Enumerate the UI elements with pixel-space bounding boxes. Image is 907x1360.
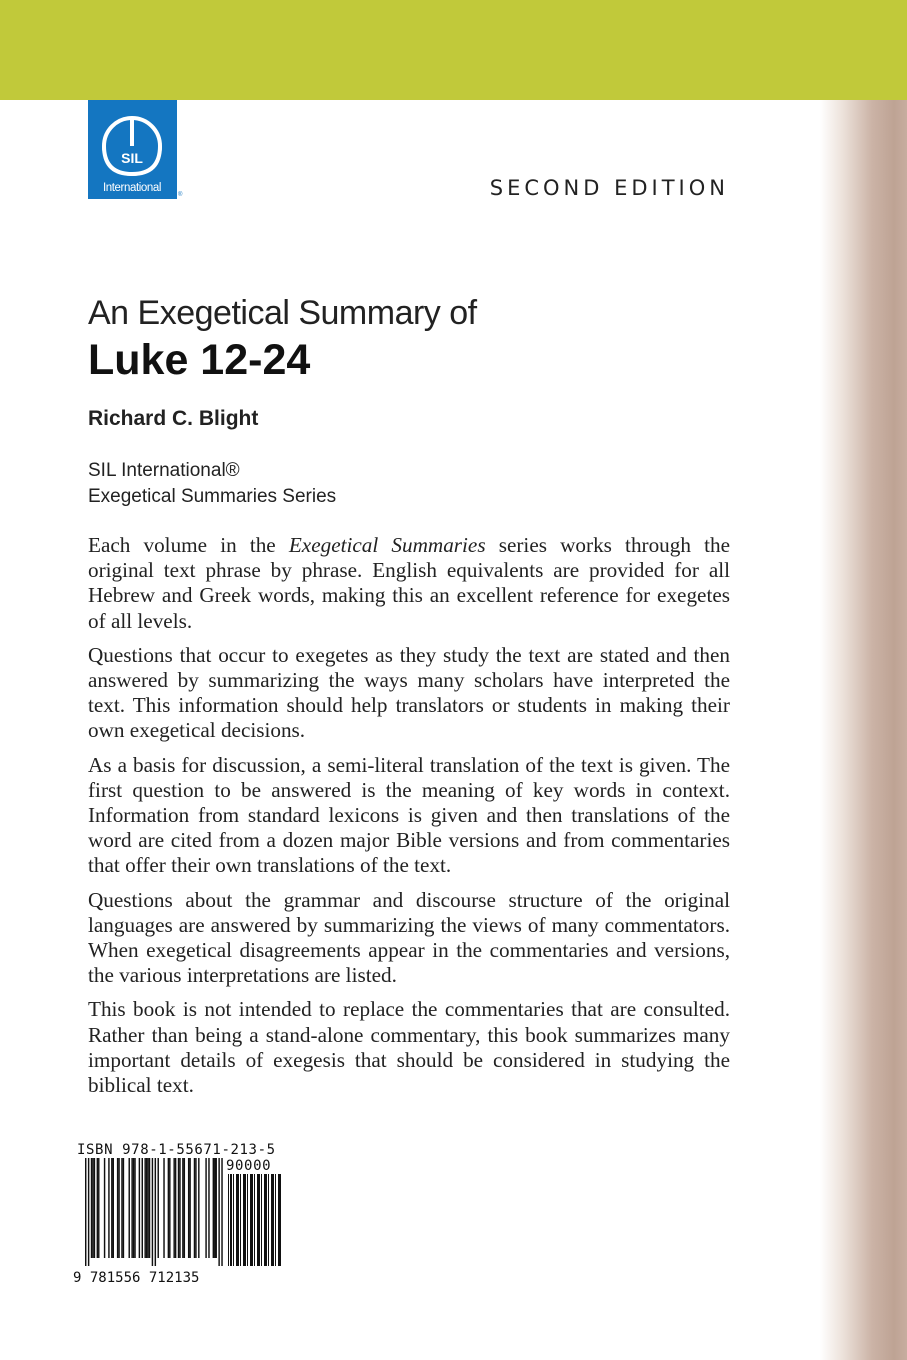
barcode-bar xyxy=(173,1158,174,1258)
barcode-bar xyxy=(198,1158,199,1258)
blurb-text xyxy=(88,533,730,1107)
barcode-bar xyxy=(118,1158,119,1258)
barcode-bar xyxy=(139,1158,140,1258)
price-addon-bar xyxy=(228,1174,229,1266)
price-addon-bar xyxy=(273,1174,274,1266)
book-title: Luke 12-24 xyxy=(88,336,311,384)
barcode-bar xyxy=(175,1158,176,1258)
blurb-paragraph-3: As a basis for discussion, a semi-literal translation of the text is given. The first question to be answered is the meaning of key words in context. Information from standard lexicons is given and then translations of the word are cited from a dozen major Bible versions and from commentaries that offer their own translations of the text. xyxy=(88,752,730,878)
barcode-bar xyxy=(152,1158,153,1266)
price-addon-bar xyxy=(279,1174,280,1266)
barcode-bar xyxy=(117,1158,118,1258)
logo-text-bottom: International xyxy=(102,182,162,194)
price-addon-bar xyxy=(240,1174,241,1266)
barcode-bar xyxy=(123,1158,124,1258)
price-addon-bar xyxy=(258,1174,259,1266)
author-name: Richard C. Blight xyxy=(88,407,259,430)
barcode-bar xyxy=(133,1158,134,1258)
spine-edge xyxy=(820,100,907,1360)
barcode-bar xyxy=(129,1158,130,1258)
barcode-bar xyxy=(163,1158,164,1258)
blurb-paragraph-5: This book is not intended to replace the commentaries that are consulted. Rather than being a stand-alone commentary, this book summarizes many important details of exegesis that should be considered in studying the biblical text. xyxy=(88,997,730,1098)
barcode-bar xyxy=(188,1158,189,1258)
price-addon-bar xyxy=(268,1174,269,1266)
barcode-bar xyxy=(189,1158,190,1258)
publisher-name: SIL International® xyxy=(88,460,240,481)
isbn-barcode xyxy=(73,1158,285,1270)
barcode-bar xyxy=(158,1158,159,1258)
price-addon-bar xyxy=(244,1174,245,1266)
price-addon-bar xyxy=(257,1174,258,1266)
barcode-bar xyxy=(195,1158,196,1258)
blurb-p1-series: Exegetical Summaries xyxy=(288,533,486,557)
price-addon-bar xyxy=(278,1174,279,1266)
sil-logo xyxy=(88,100,177,199)
barcode-bar xyxy=(134,1158,135,1258)
barcode-bar xyxy=(147,1158,148,1258)
series-name: Exegetical Summaries Series xyxy=(88,486,337,507)
title-prefix: An Exegetical Summary of xyxy=(88,294,477,332)
barcode-bar xyxy=(97,1158,98,1258)
barcode-bar xyxy=(104,1158,105,1258)
barcode-bar xyxy=(214,1158,215,1258)
price-addon-bar xyxy=(250,1174,251,1266)
barcode-bar xyxy=(121,1158,122,1258)
blurb-p1-start: Each volume in the xyxy=(88,533,289,557)
logo-text-top: SIL xyxy=(121,150,143,166)
isbn-label: ISBN 978-1-55671-213-5 xyxy=(77,1142,276,1158)
barcode-bar xyxy=(144,1158,145,1258)
price-addon-bar xyxy=(236,1174,237,1266)
price-addon-bar xyxy=(237,1174,238,1266)
barcode-bar xyxy=(194,1158,195,1258)
top-color-band xyxy=(0,0,907,100)
price-addon-bar xyxy=(265,1174,266,1266)
barcode-bar xyxy=(91,1158,92,1258)
barcode-bar xyxy=(113,1158,114,1258)
blurb-paragraph-1 xyxy=(88,533,730,634)
barcode-bar xyxy=(208,1158,209,1258)
barcode-bar xyxy=(111,1158,112,1258)
barcode-bar xyxy=(218,1158,219,1266)
barcode-bar xyxy=(169,1158,170,1258)
price-addon-bar xyxy=(275,1174,276,1266)
price-addon-bar xyxy=(259,1174,260,1266)
price-addon-bar xyxy=(264,1174,265,1266)
price-addon-bar xyxy=(238,1174,239,1266)
price-addon-bar xyxy=(247,1174,248,1266)
barcode-bar xyxy=(216,1158,217,1258)
logo-registered-mark: ® xyxy=(178,192,183,198)
barcode-bar xyxy=(221,1158,222,1266)
barcode-bar xyxy=(131,1158,132,1258)
barcode-bar xyxy=(108,1158,109,1258)
price-addon-bar xyxy=(261,1174,262,1266)
barcode-bar xyxy=(98,1158,99,1258)
ean-digits: 9 781556 712135 xyxy=(73,1270,200,1286)
price-addon-bar xyxy=(252,1174,253,1266)
barcode-bar xyxy=(142,1158,143,1258)
barcode-bar xyxy=(184,1158,185,1258)
barcode-bar xyxy=(92,1158,93,1258)
price-addon-bar xyxy=(280,1174,281,1266)
blurb-paragraph-4: Questions about the grammar and discourse structure of the original languages are answered by summarizing the views of many commentators. When exegetical disagreements appear in the commentaries and versions, the various interpretations are listed. xyxy=(88,887,730,988)
price-addon-bar xyxy=(231,1174,232,1266)
price-addon-bar xyxy=(266,1174,267,1266)
barcode-bar xyxy=(179,1158,180,1258)
price-addon-bar xyxy=(271,1174,272,1266)
barcode-bar xyxy=(149,1158,150,1258)
barcode-bar xyxy=(182,1158,183,1258)
price-addon-bar xyxy=(245,1174,246,1266)
blurb-paragraph-2: Questions that occur to exegetes as they study the text are stated and then answered by summarizing the ways many scholars have interpreted the text. This information should help translators or students in making their own exegetical decisions. xyxy=(88,642,730,743)
barcode-bar xyxy=(168,1158,169,1258)
edition-label: SECOND EDITION xyxy=(489,176,729,200)
price-addon-bar xyxy=(233,1174,234,1266)
sil-international-logo-icon xyxy=(88,100,177,199)
price-addon-bar xyxy=(230,1174,231,1266)
price-addon-bar xyxy=(243,1174,244,1266)
barcode-bar xyxy=(94,1158,95,1258)
barcode-bar xyxy=(88,1158,89,1266)
barcode-bar xyxy=(146,1158,147,1258)
price-addon-bar xyxy=(251,1174,252,1266)
price-code: 90000 xyxy=(226,1158,272,1174)
publisher-block xyxy=(88,458,336,510)
barcode-bar xyxy=(213,1158,214,1258)
barcode-bar xyxy=(205,1158,206,1258)
barcode-bar xyxy=(178,1158,179,1258)
barcode-bar xyxy=(85,1158,86,1266)
blurb-p1-end: series works through the original text phrase by phrase. English equivalents are provided for all Hebrew and Greek words, making this an excellent reference for exegetes of all levels. xyxy=(88,533,730,633)
price-addon-bar xyxy=(254,1174,255,1266)
price-addon-bar xyxy=(272,1174,273,1266)
barcode-bar xyxy=(155,1158,156,1266)
